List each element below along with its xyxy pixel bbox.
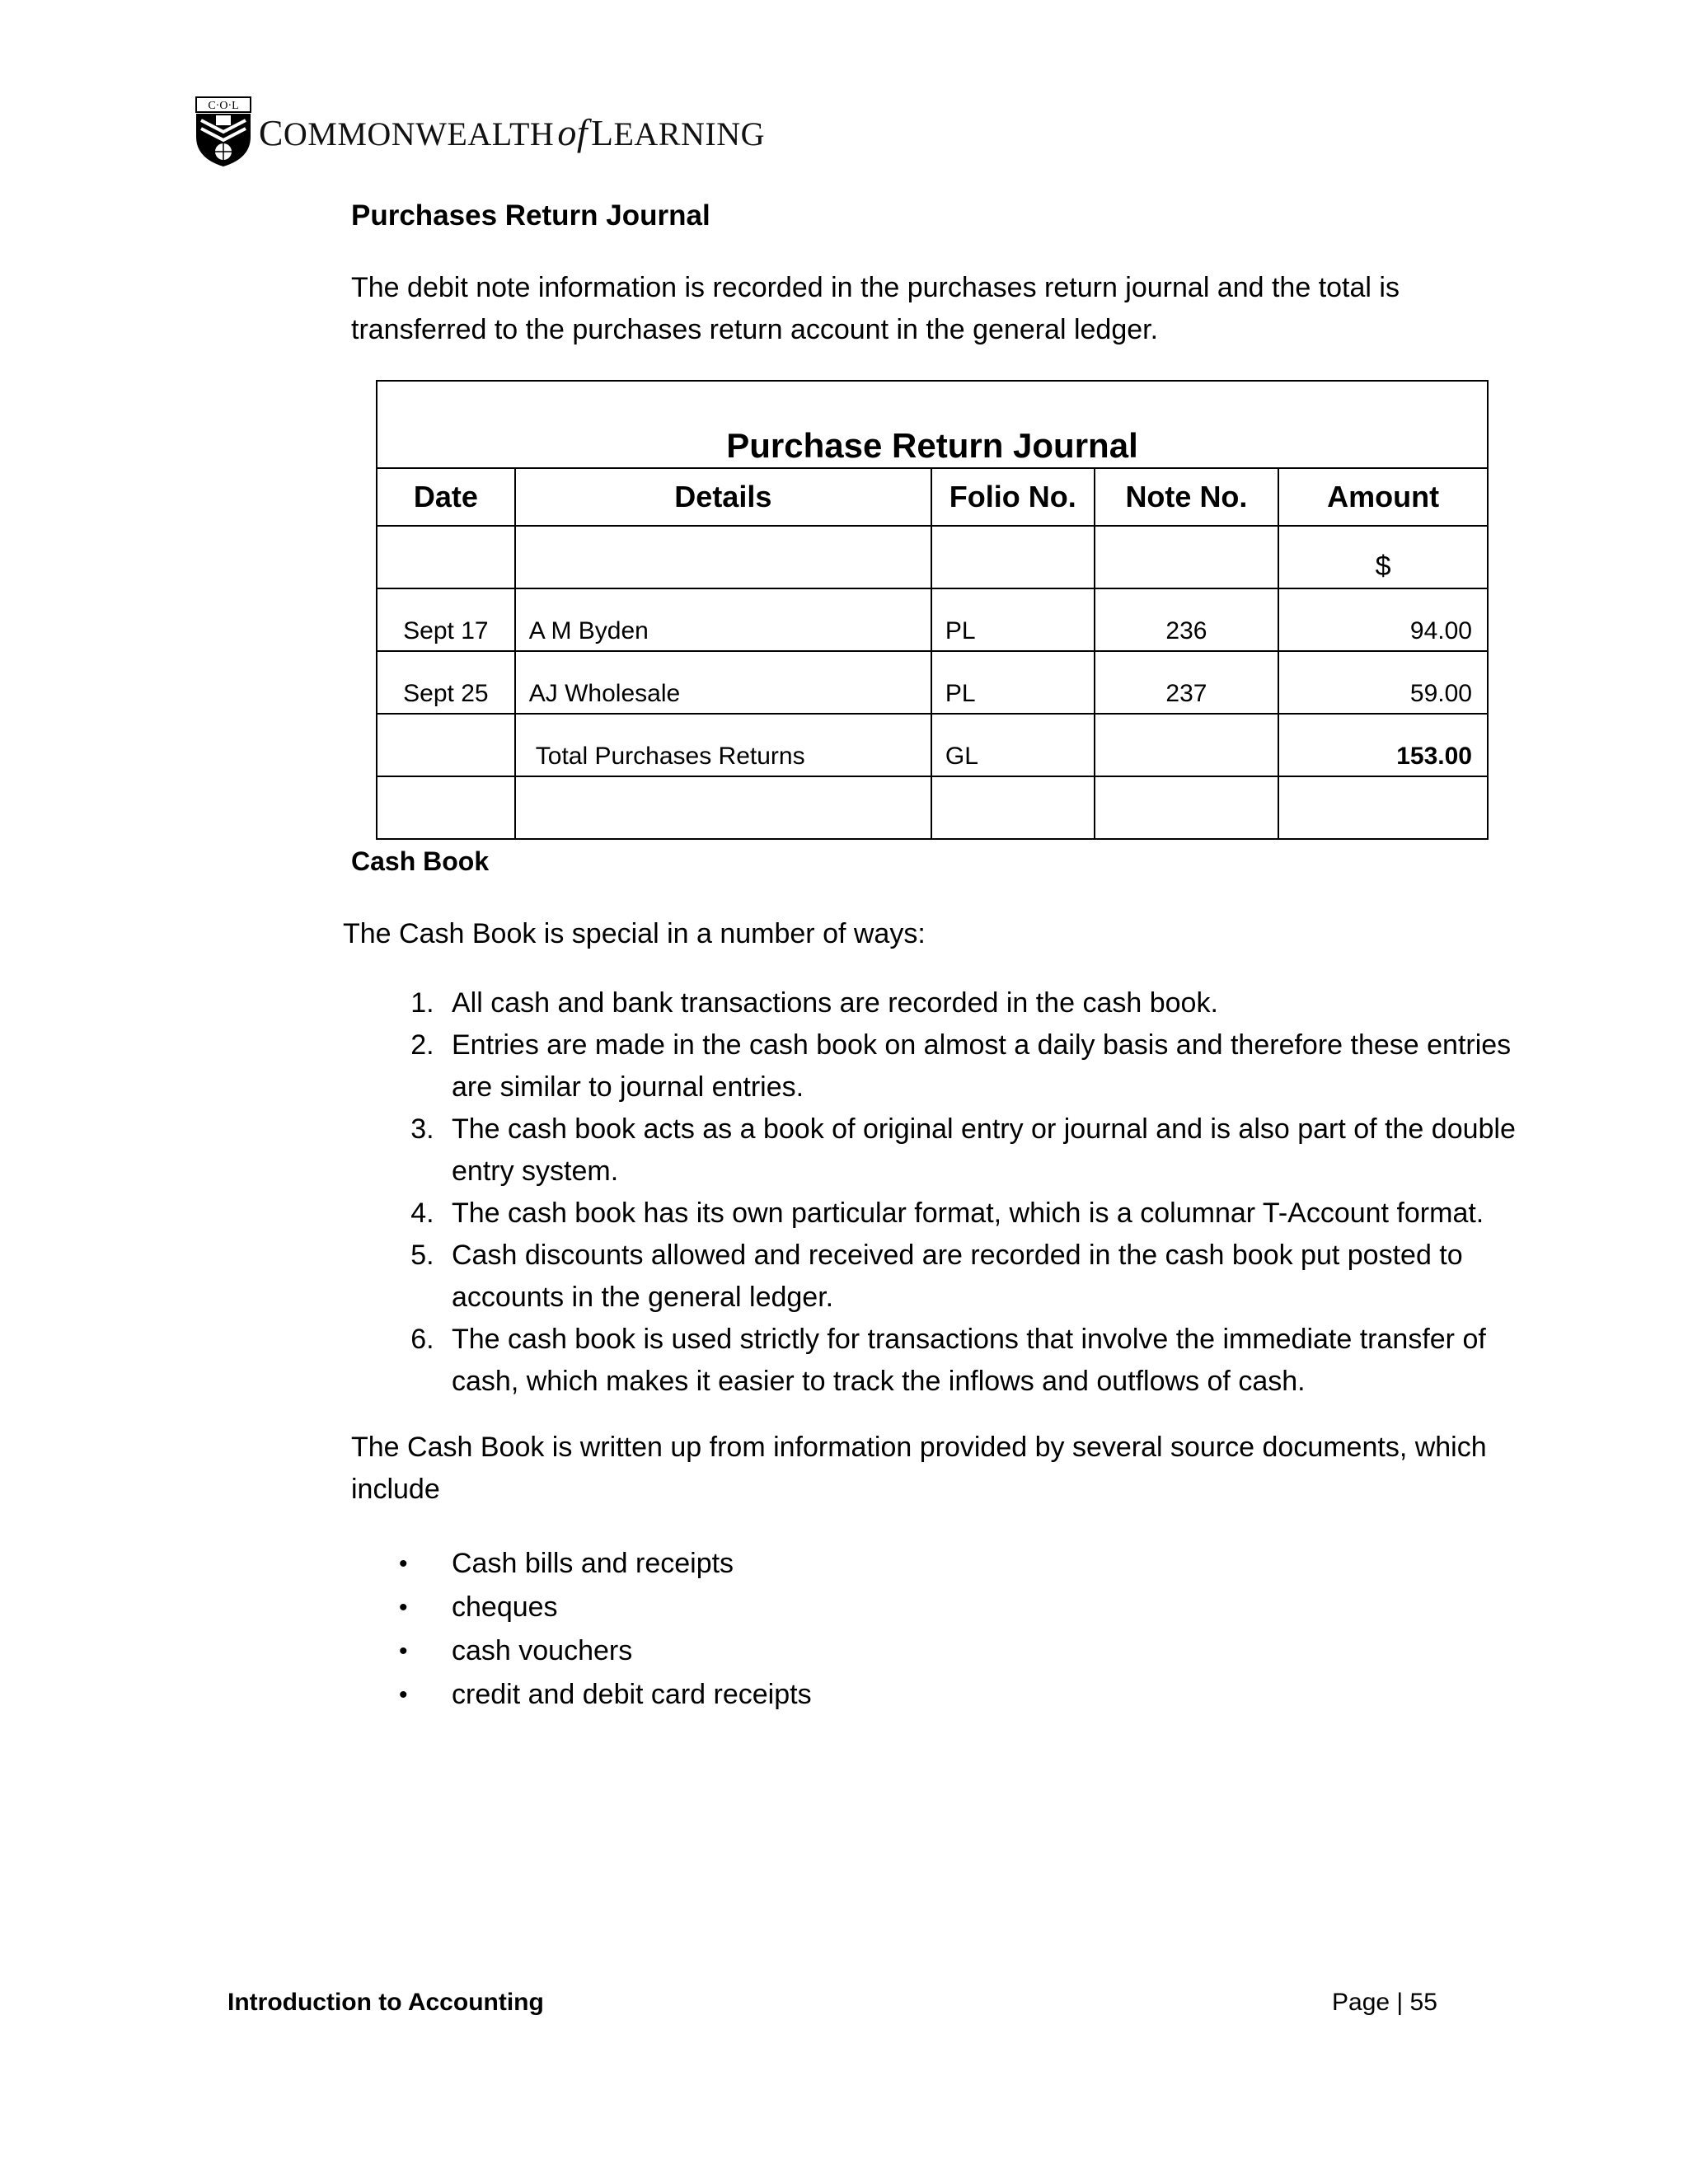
list-item: • Cash bills and receipts [442, 1542, 812, 1586]
list-item: 3. The cash book acts as a book of original entry or journal and is also part of the double entry system. [442, 1108, 1546, 1193]
col-header-date: Date [377, 468, 515, 526]
table-row [377, 588, 1488, 651]
row-date: Sept 25 [377, 651, 515, 714]
row-date: Sept 17 [377, 588, 515, 651]
list-item: 5. Cash discounts allowed and received are recorded in the cash book put posted to accounts in the general ledger. [442, 1235, 1546, 1319]
table-row [377, 651, 1488, 714]
row-details: AJ Wholesale [515, 651, 931, 714]
row-folio: GL [931, 714, 1095, 776]
col-header-amount: Amount [1278, 468, 1488, 526]
col-header-details: Details [515, 468, 931, 526]
col-shield-icon [195, 96, 252, 168]
footer-course-title: Introduction to Accounting [227, 1989, 544, 2016]
purchase-return-journal-table [376, 380, 1489, 840]
row-amount: 94.00 [1278, 588, 1488, 651]
bullet-icon: • [399, 1638, 408, 1665]
row-note [1095, 714, 1279, 776]
bullet-icon: • [399, 1681, 408, 1708]
logo-wordmark: COMMONWEALTHofLEARNING [259, 110, 765, 153]
footer-page-number: Page | 55 [1332, 1989, 1437, 2016]
table-row-total [377, 714, 1488, 776]
row-details: A M Byden [515, 588, 931, 651]
row-details: Total Purchases Returns [515, 714, 931, 776]
cash-book-intro: The Cash Book is special in a number of ways: [343, 918, 926, 949]
list-item: 1. All cash and bank transactions are recorded in the cash book. [442, 982, 1546, 1024]
bullet-icon: • [399, 1594, 408, 1621]
list-item: • cheques [442, 1586, 812, 1629]
row-note: 236 [1095, 588, 1279, 651]
row-date [377, 714, 515, 776]
table-row [377, 526, 1488, 588]
list-item: • cash vouchers [442, 1629, 812, 1673]
bullet-icon: • [399, 1550, 408, 1577]
list-item: 2. Entries are made in the cash book on almost a daily basis and therefore these entries are similar to journal entries. [442, 1024, 1546, 1108]
row-amount: 59.00 [1278, 651, 1488, 714]
row-folio: PL [931, 651, 1095, 714]
table-row [377, 776, 1488, 839]
list-item: 4. The cash book has its own particular format, which is a columnar T-Account format. [442, 1193, 1546, 1235]
commonwealth-of-learning-logo [195, 96, 765, 168]
source-documents-list [387, 1542, 812, 1717]
list-item: 6. The cash book is used strictly for transactions that involve the immediate transfer of cash, which makes it easier to track the inflows and outflows of cash. [442, 1319, 1546, 1403]
row-note: 237 [1095, 651, 1279, 714]
row-folio: PL [931, 588, 1095, 651]
section-heading-cash-book: Cash Book [351, 846, 490, 876]
currency-symbol: $ [1278, 526, 1488, 588]
logo-badge-text: C·O·L [208, 100, 239, 112]
purchases-return-paragraph: The debit note information is recorded in the purchases return journal and the total is transferred to the purchases return account in the general ledger. [351, 272, 1400, 345]
journal-title: Purchase Return Journal [377, 381, 1488, 468]
col-header-note: Note No. [1095, 468, 1279, 526]
source-documents-paragraph: The Cash Book is written up from information provided by several source documents, which include [351, 1432, 1487, 1505]
col-header-folio: Folio No. [931, 468, 1095, 526]
row-amount-total: 153.00 [1278, 714, 1488, 776]
section-heading-purchases-return: Purchases Return Journal [351, 199, 710, 232]
cash-book-points-list [387, 982, 1546, 1403]
list-item: • credit and debit card receipts [442, 1673, 812, 1717]
